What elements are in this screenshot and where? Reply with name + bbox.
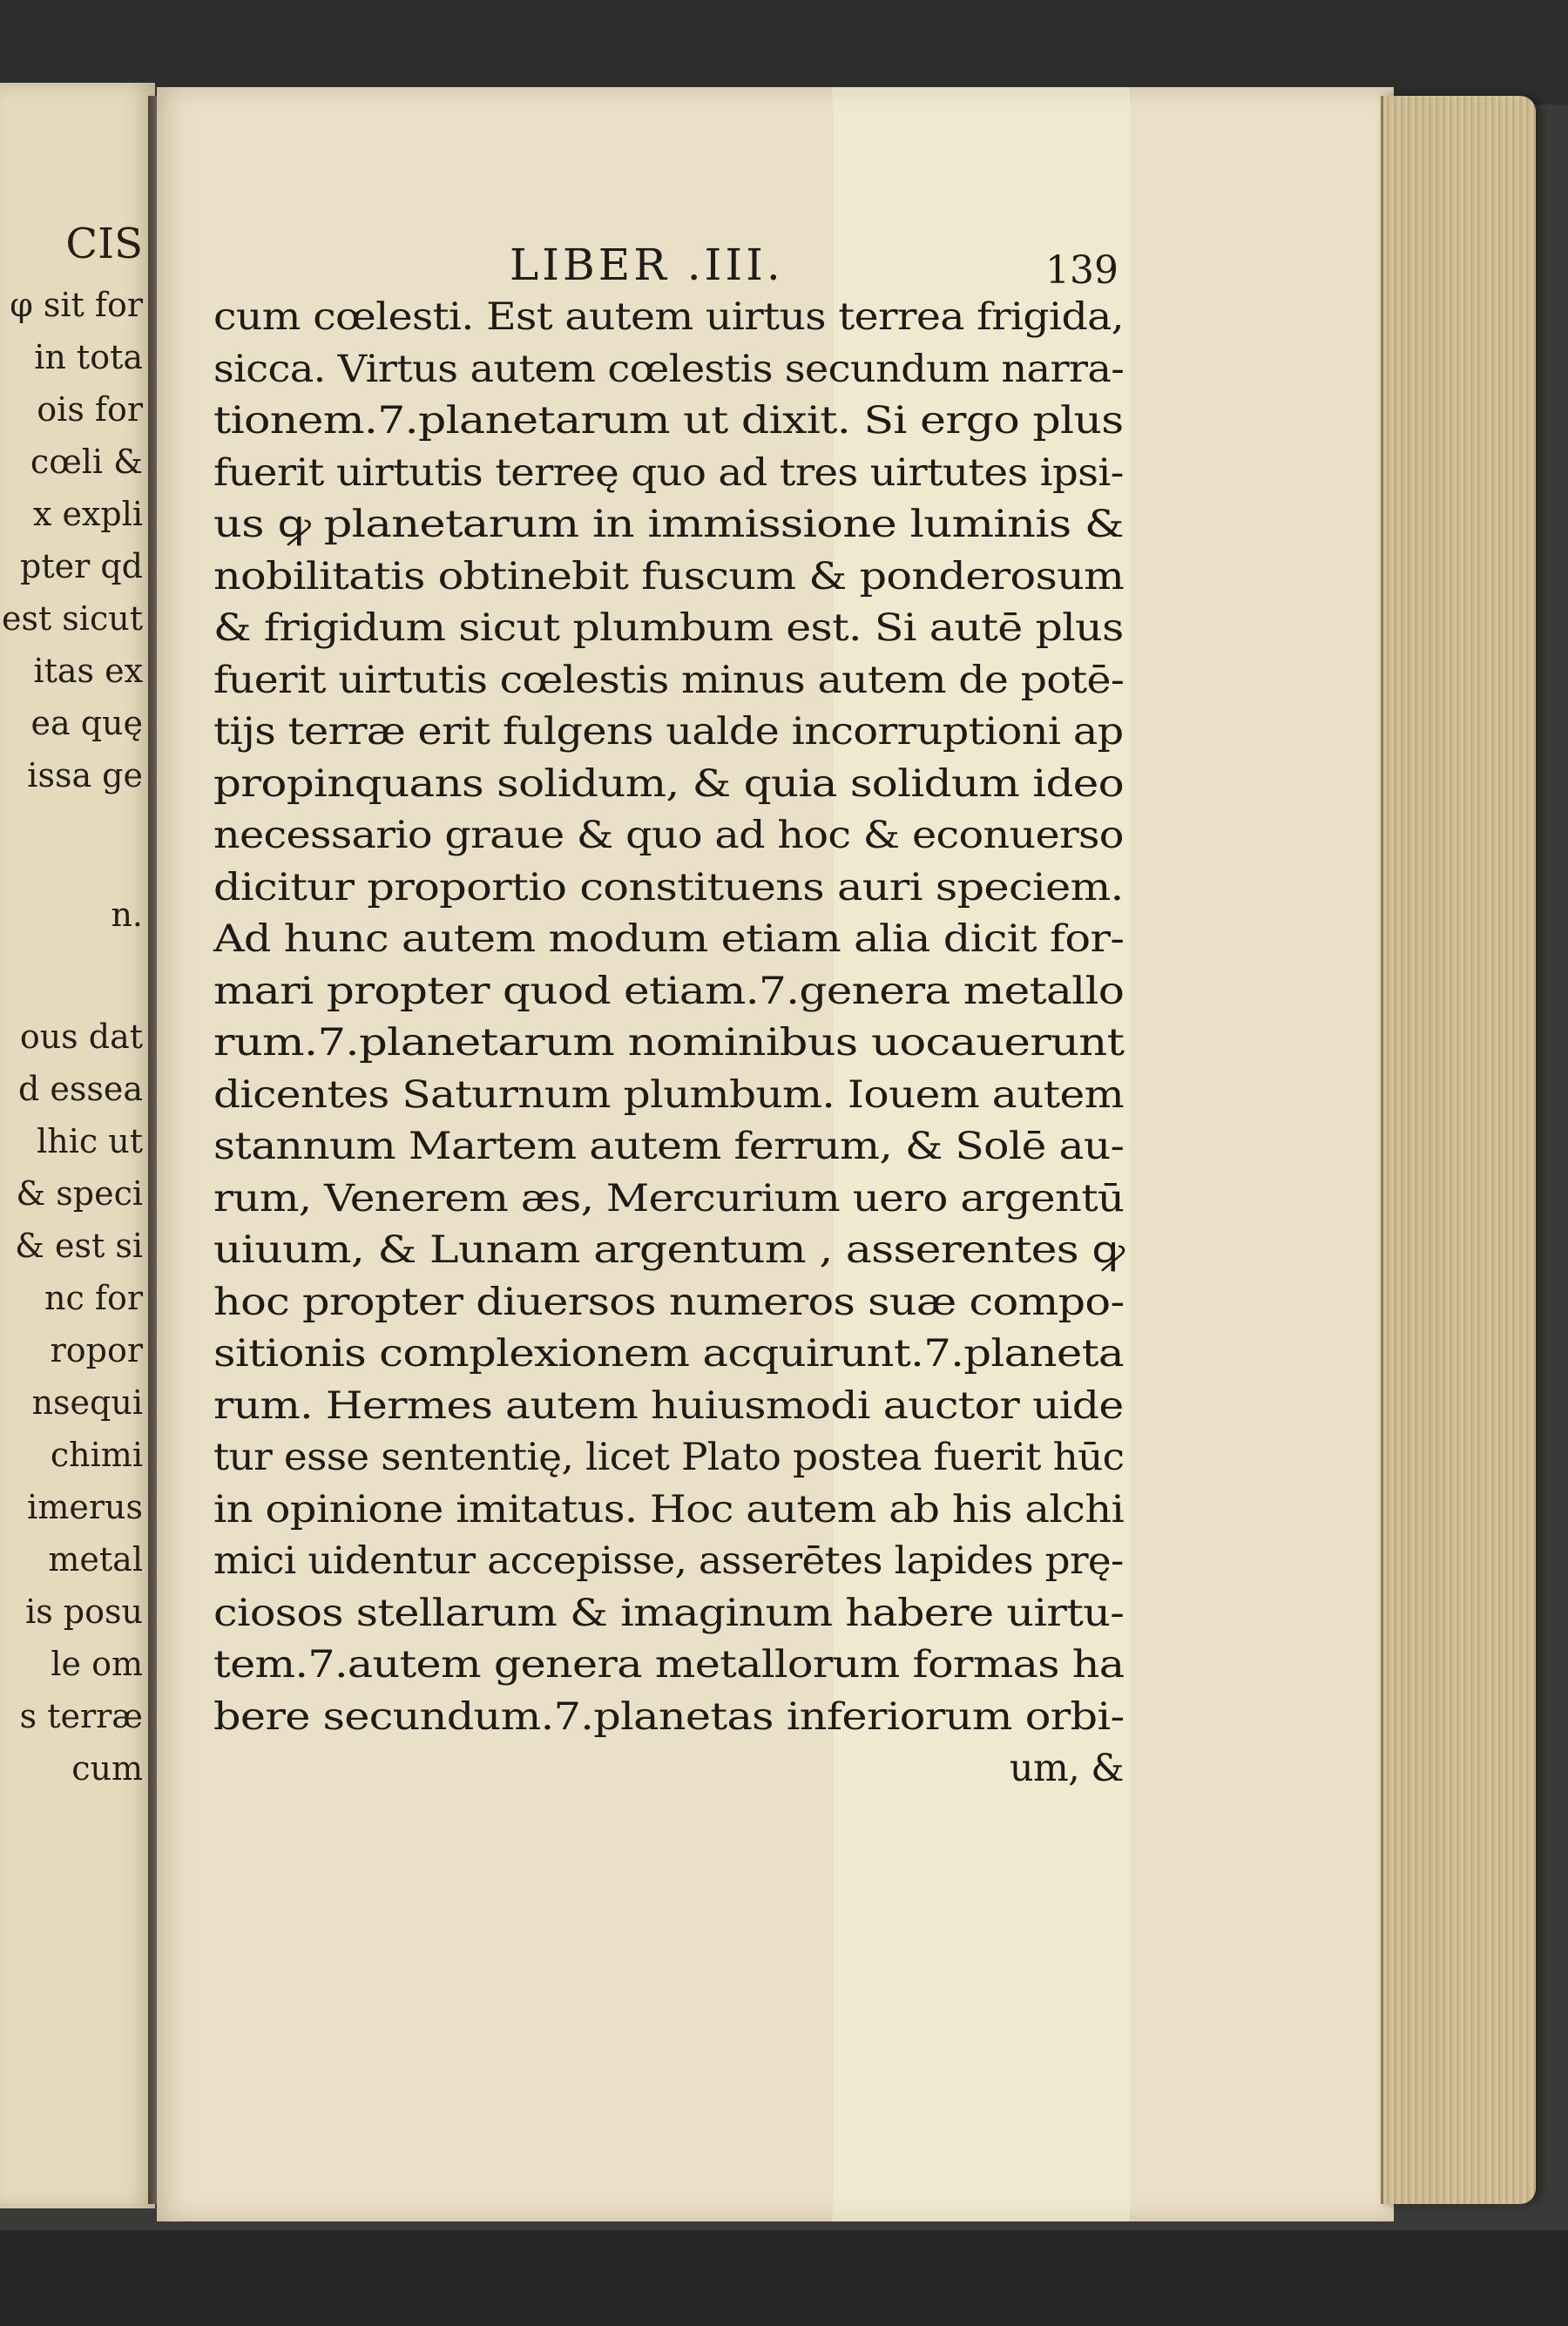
page-number: 139 bbox=[1045, 248, 1119, 293]
text-line: fuerit uirtutis cœlestis minus autem de potē- bbox=[213, 658, 1125, 702]
left-page-line: x expli bbox=[32, 495, 143, 533]
left-page-line: chimi bbox=[50, 1436, 143, 1474]
left-page-line: ea quę bbox=[30, 704, 143, 742]
running-head: LIBER .III. bbox=[510, 240, 784, 290]
left-page-line: ropor bbox=[50, 1331, 143, 1369]
text-line: Ad hunc autem modum etiam alia dicit for- bbox=[213, 917, 1125, 961]
text-line: dicitur proportio constituens auri speciem. bbox=[213, 865, 1124, 909]
text-line: propinquans solidum, & quia solidum ideo bbox=[213, 761, 1124, 806]
text-line: tijs terræ erit fulgens ualde incorruptioni ap bbox=[213, 710, 1124, 754]
left-page-line: issa ge bbox=[27, 756, 143, 794]
text-line: sicca. Virtus autem cœlestis secundum narra- bbox=[213, 347, 1125, 391]
text-line: tur esse sententię, licet Plato postea fuerit hūc bbox=[213, 1436, 1125, 1479]
text-line: fuerit uirtutis terreę quo ad tres uirtutes ipsi- bbox=[213, 450, 1124, 495]
left-page-line: nc for bbox=[44, 1279, 143, 1317]
text-line: nobilitatis obtinebit fuscum & ponderosum bbox=[213, 554, 1125, 598]
left-page-line: n. bbox=[111, 896, 143, 934]
left-page-line: & speci bbox=[16, 1174, 143, 1213]
left-page-line: CIS bbox=[65, 220, 143, 268]
text-line: tionem.7.planetarum ut dixit. Si ergo plus bbox=[213, 399, 1124, 443]
left-page-line: & est si bbox=[15, 1227, 143, 1265]
text-line: uiuum, & Lunam argentum , asserentes ꝙ bbox=[213, 1228, 1125, 1272]
text-line: necessario graue & quo ad hoc & econuerso bbox=[213, 814, 1124, 857]
catchword: um, & bbox=[1009, 1747, 1124, 1790]
text-line: tem.7.autem genera metallorum formas ha bbox=[213, 1643, 1125, 1687]
text-line: in opinione imitatus. Hoc autem ab his alchi bbox=[213, 1487, 1125, 1532]
left-page-line: le om bbox=[51, 1645, 143, 1683]
text-line: hoc propter diuersos numeros suæ compo- bbox=[213, 1280, 1125, 1324]
scan-background-bottom bbox=[0, 2230, 1568, 2326]
left-page-line: pter qd bbox=[20, 547, 143, 585]
page-block-edge bbox=[1381, 96, 1536, 2204]
left-page-line: ois for bbox=[37, 390, 143, 429]
body-text bbox=[213, 292, 1124, 1795]
previous-page-fragment bbox=[0, 83, 155, 2208]
text-line: us ꝙ planetarum in immissione luminis & bbox=[213, 503, 1124, 546]
left-page-line: cœli & bbox=[30, 443, 143, 481]
text-line: rum, Venerem æs, Mercurium uero argentū bbox=[213, 1176, 1125, 1220]
left-page-line: nsequi bbox=[31, 1383, 143, 1422]
text-line: rum. Hermes autem huiusmodi auctor uide bbox=[213, 1383, 1124, 1428]
left-page-line: ous dat bbox=[19, 1018, 143, 1056]
left-page-line: s terræ bbox=[19, 1697, 143, 1735]
text-line: cum cœlesti. Est autem uirtus terrea frigida, bbox=[213, 295, 1124, 339]
text-line: bere secundum.7.planetas inferiorum orbi- bbox=[213, 1694, 1125, 1739]
left-page-line: d essea bbox=[17, 1070, 143, 1108]
left-page-line: is posu bbox=[25, 1592, 143, 1631]
text-line: stannum Martem autem ferrum, & Solē au- bbox=[213, 1125, 1125, 1168]
left-page-line: in tota bbox=[34, 338, 143, 376]
left-page-line: metal bbox=[48, 1540, 143, 1579]
text-line: dicentes Saturnum plumbum. Iouem autem bbox=[213, 1072, 1124, 1117]
text-line: ciosos stellarum & imaginum habere uirtu- bbox=[213, 1591, 1125, 1635]
left-page-line: lhic ut bbox=[37, 1122, 143, 1160]
left-page-line: est sicut bbox=[1, 599, 143, 638]
text-line: & frigidum sicut plumbum est. Si autē plus bbox=[213, 606, 1124, 650]
text-line: rum.7.planetarum nominibus uocauerunt bbox=[213, 1021, 1125, 1065]
text-line: mari propter quod etiam.7.genera metallo bbox=[213, 969, 1125, 1013]
text-line: sitionis complexionem acquirunt.7.planeta bbox=[213, 1332, 1124, 1376]
left-page-line: cum bbox=[71, 1749, 143, 1788]
text-line: mici uidentur accepisse, asserētes lapides prę- bbox=[213, 1539, 1124, 1583]
left-page-line: φ sit for bbox=[10, 286, 143, 324]
left-page-line: itas ex bbox=[33, 652, 143, 690]
left-page-line: imerus bbox=[27, 1488, 143, 1526]
